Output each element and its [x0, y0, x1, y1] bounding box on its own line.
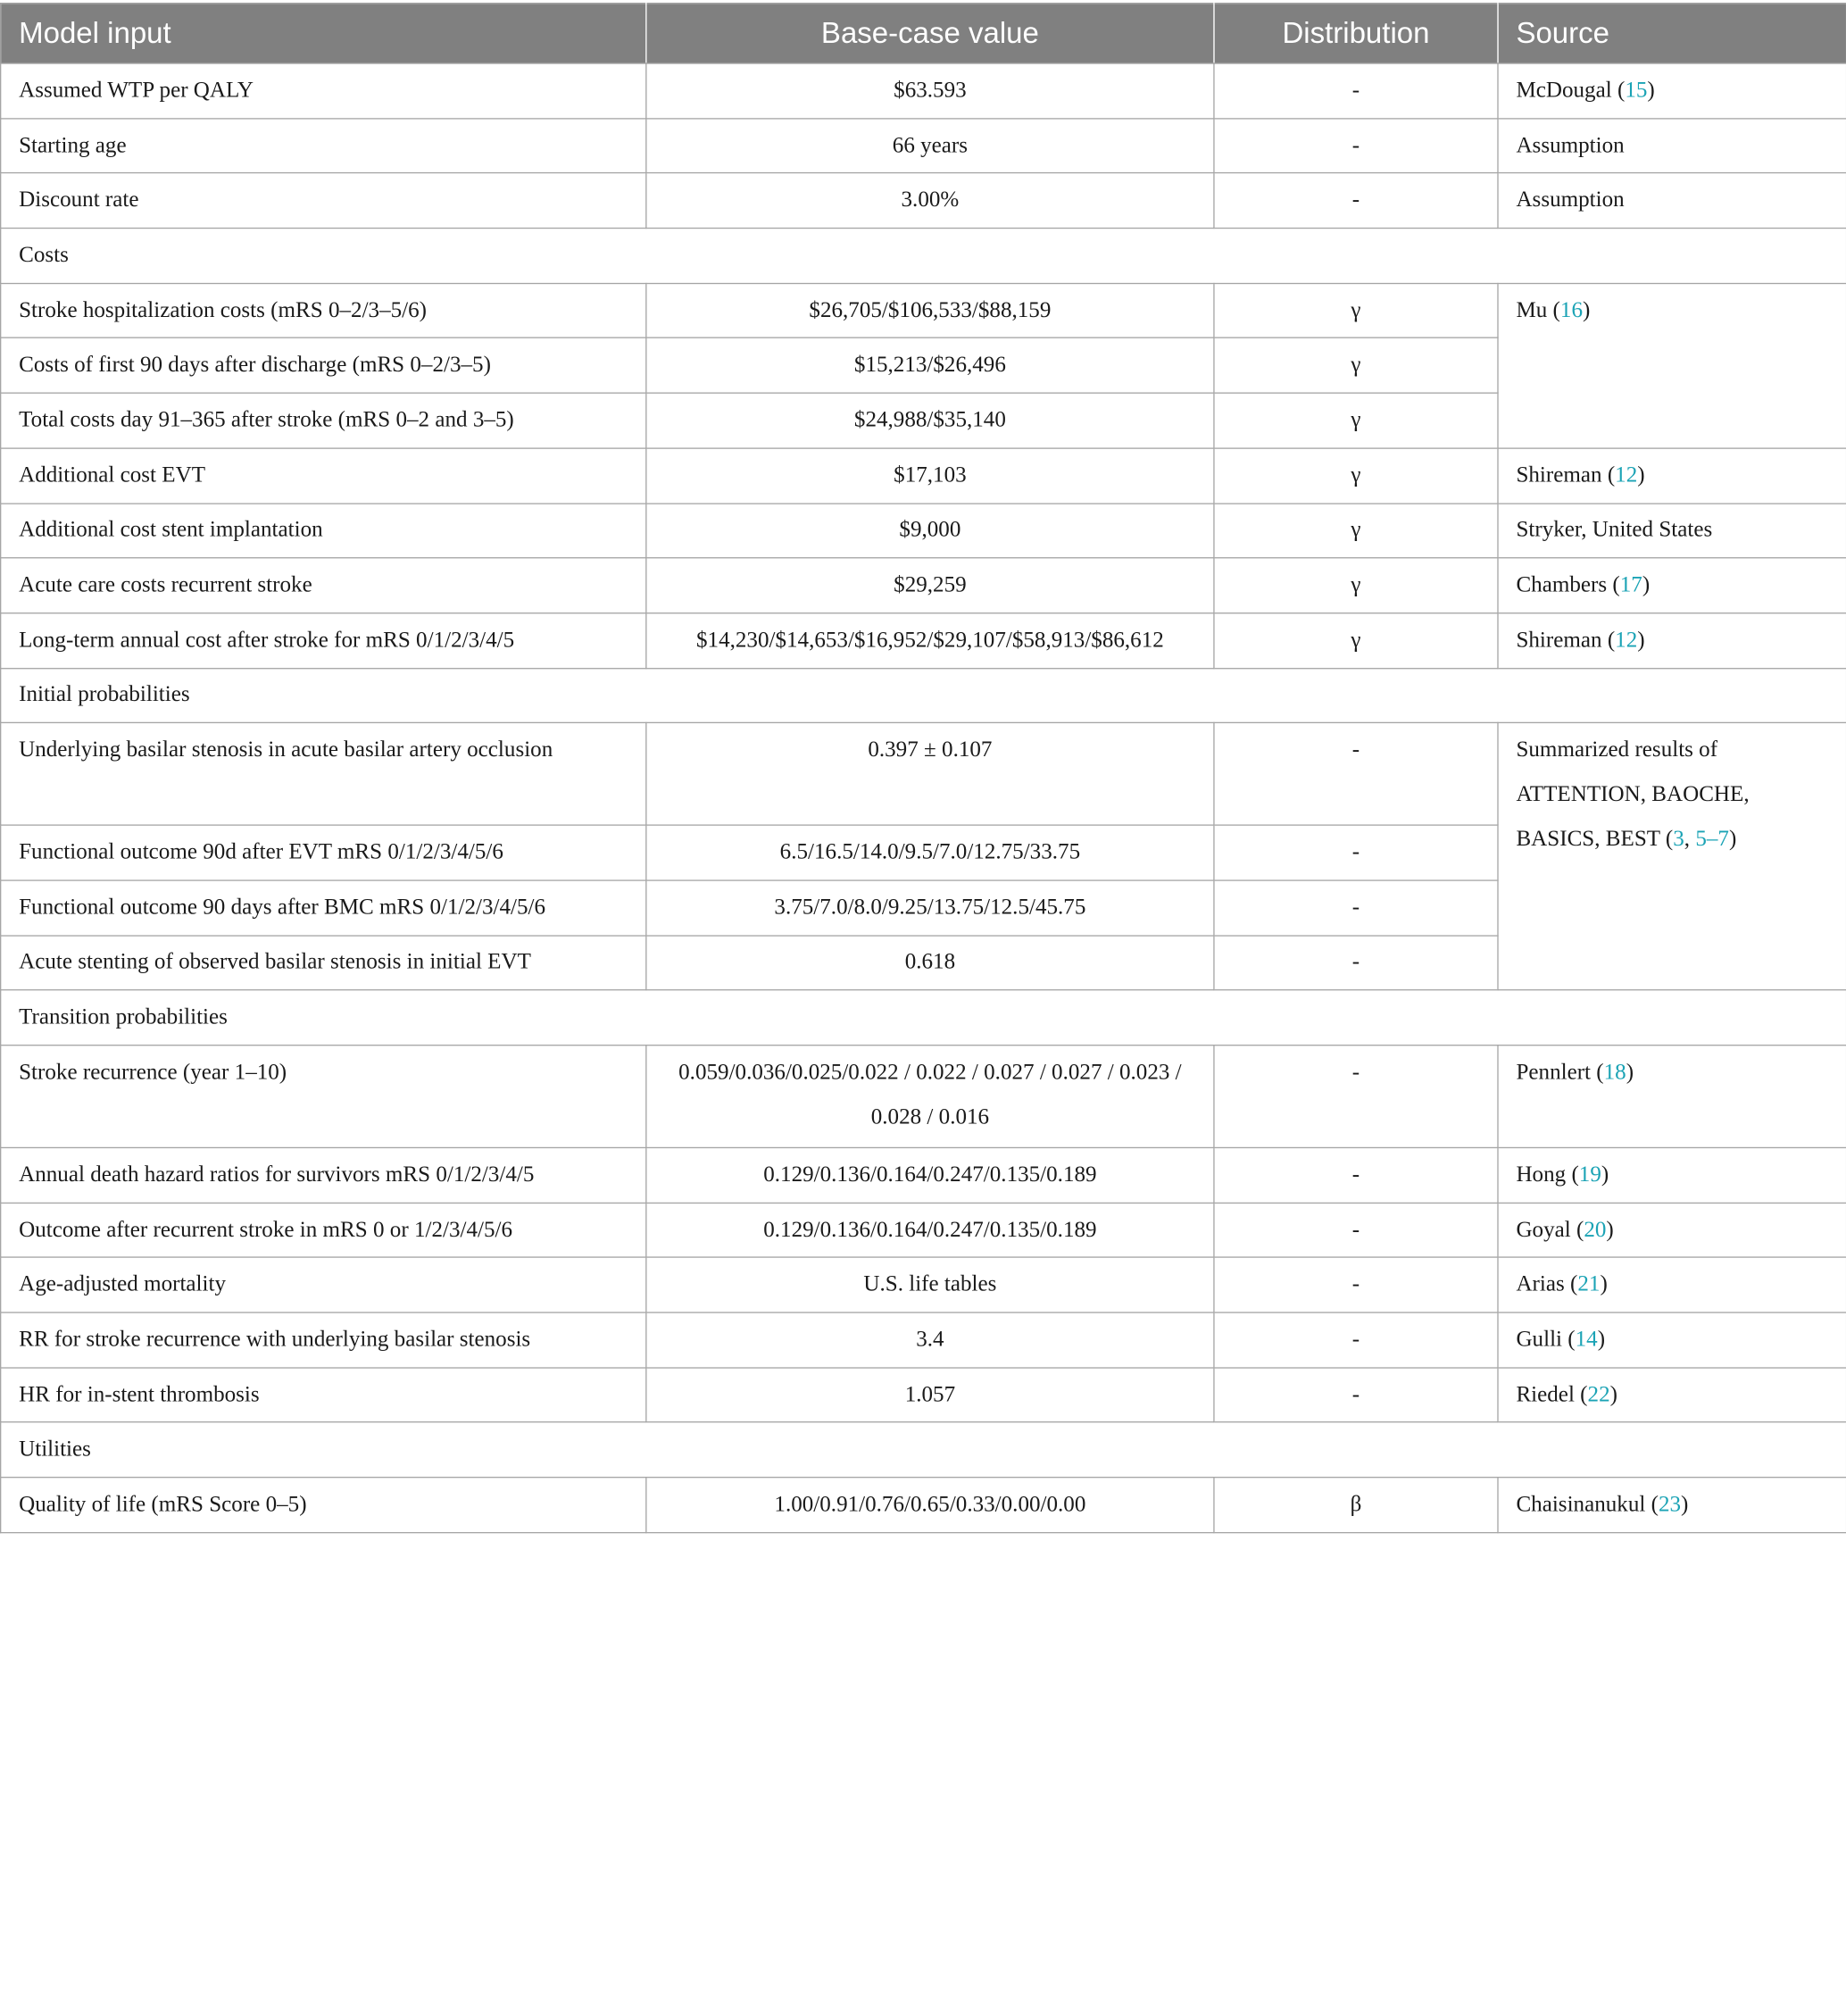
citation-link[interactable]: 20 — [1584, 1217, 1607, 1242]
cell-source: Summarized results of ATTENTION, BAOCHE, BASICS, BEST (3, 5–7) — [1498, 723, 1846, 990]
section-row — [1, 1422, 1846, 1478]
table-row — [1, 448, 1846, 504]
cell-distribution: γ — [1214, 338, 1498, 394]
citation-link[interactable]: 14 — [1575, 1327, 1598, 1353]
cell-value: 3.00% — [646, 173, 1214, 229]
table-container — [0, 3, 1846, 2016]
cell-input: RR for stroke recurrence with underlying basilar stenosis — [1, 1312, 646, 1368]
cell-input: Age-adjusted mortality — [1, 1258, 646, 1313]
cell-distribution: - — [1214, 936, 1498, 991]
cell-distribution: γ — [1214, 283, 1498, 338]
source-text: Shireman ( — [1516, 462, 1616, 487]
citation-link[interactable]: 15 — [1625, 78, 1648, 103]
table-row — [1, 283, 1846, 338]
source-text: ) — [1582, 297, 1591, 323]
header-model-input: Model input — [1, 4, 646, 63]
section-row — [1, 990, 1846, 1045]
source-text: Mu ( — [1516, 297, 1560, 323]
table-row — [1, 1045, 1846, 1148]
cell-input: Functional outcome 90d after EVT mRS 0/1/2/3/4/5/6 — [1, 825, 646, 880]
cell-source — [1498, 1147, 1846, 1203]
cell-input: Discount rate — [1, 173, 646, 229]
header-base-case-value: Base-case value — [646, 4, 1214, 63]
citation-link[interactable]: 16 — [1559, 297, 1583, 323]
citation-link[interactable]: 7 — [1717, 827, 1729, 853]
cell-input: Assumed WTP per QALY — [1, 63, 646, 119]
cell-input: Stroke hospitalization costs (mRS 0–2/3–5/6) — [1, 283, 646, 338]
cell-distribution: - — [1214, 1258, 1498, 1313]
section-transition-probabilities: Transition probabilities — [1, 990, 1846, 1045]
cell-input: Outcome after recurrent stroke in mRS 0 or 1/2/3/4/5/6 — [1, 1203, 646, 1258]
cell-value: $9,000 — [646, 503, 1214, 558]
source-text: Gulli ( — [1516, 1327, 1576, 1353]
cell-value: 1.057 — [646, 1368, 1214, 1423]
cell-distribution: - — [1214, 880, 1498, 936]
citation-link[interactable]: 17 — [1619, 572, 1642, 597]
source-text: Summarized results of ATTENTION, BAOCHE, BASICS, BEST ( — [1516, 737, 1750, 853]
cell-input: Quality of life (mRS Score 0–5) — [1, 1478, 646, 1533]
source-text: ) — [1647, 78, 1655, 103]
section-initial-probabilities: Initial probabilities — [1, 668, 1846, 723]
citation-link[interactable]: 18 — [1603, 1060, 1626, 1085]
cell-value: 66 years — [646, 118, 1214, 173]
cell-value: 0.129/0.136/0.164/0.247/0.135/0.189 — [646, 1203, 1214, 1258]
section-costs: Costs — [1, 229, 1846, 284]
source-text: ) — [1609, 1381, 1617, 1407]
section-row — [1, 229, 1846, 284]
cell-value: 0.129/0.136/0.164/0.247/0.135/0.189 — [646, 1147, 1214, 1203]
table-row — [1, 558, 1846, 613]
cell-source — [1498, 1258, 1846, 1313]
citation-link[interactable]: 12 — [1615, 627, 1638, 653]
cell-distribution: γ — [1214, 503, 1498, 558]
cell-source — [1498, 283, 1846, 448]
source-text: ) — [1626, 1060, 1634, 1085]
cell-source: Assumption — [1498, 118, 1846, 173]
cell-distribution: γ — [1214, 448, 1498, 504]
model-inputs-table — [0, 3, 1846, 1533]
cell-distribution: - — [1214, 1312, 1498, 1368]
cell-value: $17,103 — [646, 448, 1214, 504]
source-text: Pennlert ( — [1516, 1060, 1604, 1085]
cell-input: Annual death hazard ratios for survivors mRS 0/1/2/3/4/5 — [1, 1147, 646, 1203]
header-source: Source — [1498, 4, 1846, 63]
section-utilities: Utilities — [1, 1422, 1846, 1478]
table-row — [1, 723, 1846, 826]
source-text: ) — [1597, 1327, 1606, 1353]
citation-link[interactable]: 23 — [1658, 1492, 1682, 1517]
source-text: Shireman ( — [1516, 627, 1616, 653]
cell-input: Starting age — [1, 118, 646, 173]
cell-input: Acute stenting of observed basilar stenosis in initial EVT — [1, 936, 646, 991]
table-row — [1, 1147, 1846, 1203]
cell-value: U.S. life tables — [646, 1258, 1214, 1313]
cell-distribution: - — [1214, 1045, 1498, 1148]
source-text: Goyal ( — [1516, 1217, 1584, 1242]
cell-distribution: - — [1214, 1147, 1498, 1203]
cell-value: $24,988/$35,140 — [646, 393, 1214, 448]
cell-distribution: - — [1214, 723, 1498, 826]
cell-distribution: - — [1214, 63, 1498, 119]
cell-source — [1498, 558, 1846, 613]
cell-source — [1498, 613, 1846, 669]
cell-input: Underlying basilar stenosis in acute basilar artery occlusion — [1, 723, 646, 826]
source-text: ) — [1601, 1162, 1609, 1187]
table-row — [1, 173, 1846, 229]
cell-value: $15,213/$26,496 — [646, 338, 1214, 394]
cell-input: Additional cost EVT — [1, 448, 646, 504]
citation-link[interactable]: 22 — [1587, 1381, 1610, 1407]
source-text: Chambers ( — [1516, 572, 1620, 597]
table-row — [1, 63, 1846, 119]
cell-distribution: - — [1214, 825, 1498, 880]
cell-value: 3.75/7.0/8.0/9.25/13.75/12.5/45.75 — [646, 880, 1214, 936]
cell-distribution: β — [1214, 1478, 1498, 1533]
source-text: ) — [1606, 1217, 1614, 1242]
cell-value: $26,705/$106,533/$88,159 — [646, 283, 1214, 338]
source-text: ) — [1728, 827, 1737, 853]
cell-input: Costs of first 90 days after discharge (mRS 0–2/3–5) — [1, 338, 646, 394]
cell-value: 0.397 ± 0.107 — [646, 723, 1214, 826]
source-text: McDougal ( — [1516, 78, 1626, 103]
cell-input: Functional outcome 90 days after BMC mRS 0/1/2/3/4/5/6 — [1, 880, 646, 936]
cell-input: Additional cost stent implantation — [1, 503, 646, 558]
cell-source — [1498, 1368, 1846, 1423]
source-text: ) — [1681, 1492, 1689, 1517]
cell-source — [1498, 1312, 1846, 1368]
table-row — [1, 1312, 1846, 1368]
cell-value: 0.059/0.036/0.025/0.022 / 0.022 / 0.027 / 0.027 / 0.023 / 0.028 / 0.016 — [646, 1045, 1214, 1148]
cell-input: Long-term annual cost after stroke for mRS 0/1/2/3/4/5 — [1, 613, 646, 669]
cell-source: Stryker, United States — [1498, 503, 1846, 558]
table-row — [1, 1258, 1846, 1313]
citation-link[interactable]: 12 — [1615, 462, 1638, 487]
header-row — [1, 4, 1846, 63]
table-row — [1, 1203, 1846, 1258]
source-text: Chaisinanukul ( — [1516, 1492, 1659, 1517]
section-row — [1, 668, 1846, 723]
cell-distribution: γ — [1214, 558, 1498, 613]
citation-link[interactable]: 5 — [1695, 827, 1707, 853]
cell-input: Stroke recurrence (year 1–10) — [1, 1045, 646, 1148]
source-text: ) — [1642, 572, 1651, 597]
cell-value: $14,230/$14,653/$16,952/$29,107/$58,913/$86,612 — [646, 613, 1214, 669]
cell-input: HR for in-stent thrombosis — [1, 1368, 646, 1423]
cell-source — [1498, 1045, 1846, 1148]
table-row — [1, 118, 1846, 173]
cell-distribution: - — [1214, 118, 1498, 173]
cell-value: 0.618 — [646, 936, 1214, 991]
cell-source — [1498, 63, 1846, 119]
source-text: ) — [1637, 462, 1645, 487]
cell-value: 1.00/0.91/0.76/0.65/0.33/0.00/0.00 — [646, 1478, 1214, 1533]
cell-source — [1498, 448, 1846, 504]
source-text: Arias ( — [1516, 1271, 1578, 1297]
cell-source: Assumption — [1498, 173, 1846, 229]
cell-input: Total costs day 91–365 after stroke (mRS 0–2 and 3–5) — [1, 393, 646, 448]
table-row — [1, 1368, 1846, 1423]
source-text: Riedel ( — [1516, 1381, 1588, 1407]
source-text: ) — [1637, 627, 1645, 653]
table-row — [1, 1478, 1846, 1533]
table-row — [1, 503, 1846, 558]
cell-distribution: - — [1214, 173, 1498, 229]
cell-input: Acute care costs recurrent stroke — [1, 558, 646, 613]
citation-link[interactable]: 19 — [1578, 1162, 1601, 1187]
cell-distribution: γ — [1214, 613, 1498, 669]
cell-distribution: γ — [1214, 393, 1498, 448]
header-distribution: Distribution — [1214, 4, 1498, 63]
cell-distribution: - — [1214, 1368, 1498, 1423]
table-row — [1, 613, 1846, 669]
citation-link[interactable]: 3 — [1673, 827, 1684, 853]
cell-value: $63.593 — [646, 63, 1214, 119]
cell-distribution: - — [1214, 1203, 1498, 1258]
citation-link[interactable]: 21 — [1577, 1271, 1601, 1297]
source-text: Hong ( — [1516, 1162, 1579, 1187]
cell-value: 3.4 — [646, 1312, 1214, 1368]
cell-value: 6.5/16.5/14.0/9.5/7.0/12.75/33.75 — [646, 825, 1214, 880]
cell-source — [1498, 1478, 1846, 1533]
cell-value: $29,259 — [646, 558, 1214, 613]
source-text: ) — [1600, 1271, 1608, 1297]
cell-source — [1498, 1203, 1846, 1258]
